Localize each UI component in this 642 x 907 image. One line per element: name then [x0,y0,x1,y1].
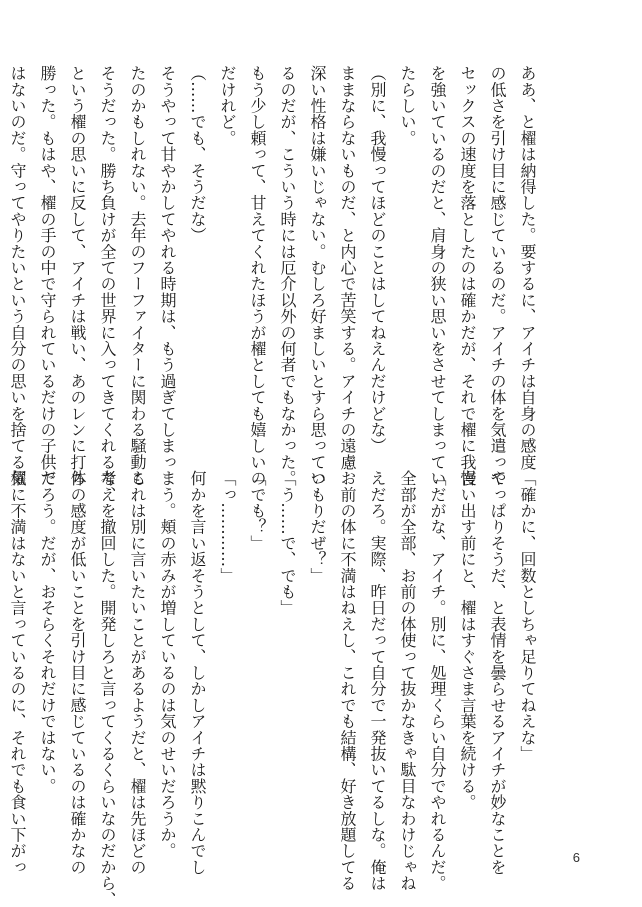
text-line: そうだった。勝ち負けが全ての世界に入ってきてくれるな、 [98,65,117,503]
text-line: ままならないものだ、と内心で苦笑する。アイチの遠慮 [338,65,357,470]
text-line: 「っ…………」 [218,470,237,584]
page-number: 6 [572,850,580,865]
text-line: を強いているのだと、肩身の狭い思いをさせてしまってい [428,65,447,487]
upper-text-block [0,65,542,503]
text-line: たのかもしれない。去年のフーファイターに関わる騒動も [128,65,147,487]
text-line: これは別に言いたいことがあるようだと、櫂は先ほどの [128,470,147,875]
text-line: （……でも、そうだな） [188,65,207,244]
text-line: るのだが、こういう時には厄介以外の何者でもなかった。 [278,65,297,487]
text-line: 勝った。もはや、櫂の手の中で守られているだけの子供で [38,65,57,487]
text-line: という櫂の思いに反して、アイチは戦い、あのレンに打ち [68,65,87,487]
text-line: 全部が全部、お前の体使って抜かなきゃ駄目なわけじゃね [398,470,417,892]
text-line: 「確かに、回数としちゃ足りてねえな」 [518,470,537,762]
text-line: やっぱりそうだ、と表情を曇らせるアイチが妙なことを [488,470,507,875]
text-line: えだろ。実際、昨日だって自分で一発抜いてるしな。俺は [368,470,387,892]
text-line: 言い出す前にと、櫂はすぐさま言葉を続ける。 [458,470,477,811]
text-line: そうやって甘やかしてやれる時期は、もう過ぎてしまっ [158,65,177,470]
text-line: ああ、と櫂は納得した。要するに、アイチは自身の感度 [518,65,537,470]
text-line [0,65,2,460]
text-line: の低さを引け目に感じているのだ。アイチの体を気遣って [488,65,507,487]
text-line: 深い性格は嫌いじゃない。むしろ好ましいとすら思ってい [308,65,327,487]
text-line: だけれど。 [218,65,237,146]
text-line: 何かを言い返そうとして、しかしアイチは黙りこんでし [188,470,207,875]
text-line: まう。頬の赤みが増しているのは気のせいだろうか。 [158,470,177,859]
text-line: 体の感度が低いことを引け目に感じているのは確かなの [68,470,87,875]
text-line: はないのだ。守ってやりたいという自分の思いを捨てる気 [8,65,27,487]
text-line: だろう。だが、おそらくそれだけではない。 [38,470,57,794]
text-line: 「でも？」 [248,470,267,551]
text-line: 考えを撤回した。開発しろと言ってくるくらいなのだから、 [98,470,117,907]
text-line: たらしい。 [398,65,417,146]
text-line: つもりだぜ？」 [308,470,327,584]
lower-text-block [0,470,542,907]
text-line: 「だがな、アイチ。別に、処理くらい自分でやれるんだ。 [428,470,447,892]
text-line: もう少し頼って、甘えてくれたほうが櫂としても嬉しいの [248,65,267,487]
text-line: お前の体に不満はねえし、これでも結構、好き放題してる [338,470,357,892]
text-line: 「う……で、でも」 [278,470,297,616]
text-line: （別に、我慢ってほどのことはしてねえんだけどな） [368,65,387,454]
text-line: 櫂に不満はないと言っているのに、それでも食い下がっ [8,470,27,875]
text-line: セックスの速度を落としたのは確かだが、それで櫂に我慢 [458,65,477,487]
